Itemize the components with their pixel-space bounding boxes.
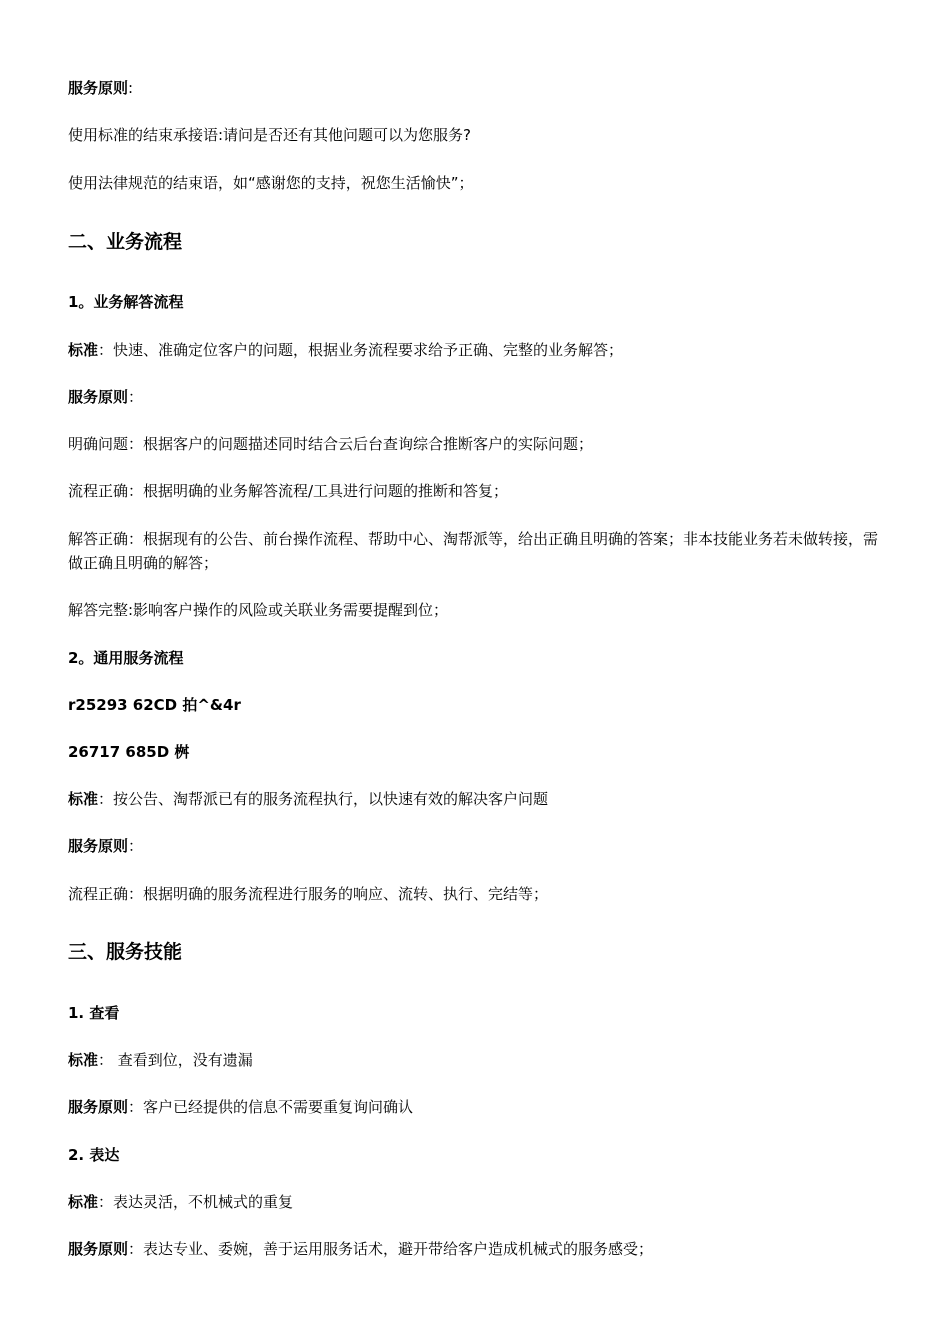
subheading-answer-flow: 1。业务解答流程: [68, 293, 184, 311]
service-principle-line: 服务原则：客户已经提供的信息不需要重复询问确认: [68, 1098, 414, 1116]
paragraph: 明确问题：根据客户的问题描述同时结合云后台查询综合推断客户的实际问题；: [68, 435, 594, 453]
standard-line: 标准： 查看到位，没有遗漏: [68, 1051, 253, 1069]
paragraph: 流程正确：根据明确的业务解答流程/工具进行问题的推断和答复；: [68, 482, 509, 500]
standard-line: 标准：表达灵活，不机械式的重复: [68, 1193, 294, 1211]
service-principle-line: 服务原则：: [68, 837, 144, 855]
section-heading-business: 二、业务流程: [68, 231, 183, 253]
service-principle-line: 服务原则:: [68, 79, 134, 97]
service-principle-line: 服务原则：: [68, 388, 144, 406]
subheading-view: 1. 查看: [68, 1004, 120, 1022]
subheading-express: 2. 表达: [68, 1146, 120, 1164]
paragraph: 使用标准的结束承接语:请问是否还有其他问题可以为您服务?: [68, 126, 472, 144]
subheading-general-flow: 2。通用服务流程: [68, 649, 184, 667]
paragraph: 使用法律规范的结束语，如“感谢您的支持，祝您生活愉快”；: [68, 174, 474, 192]
paragraph: 流程正确：根据明确的服务流程进行服务的响应、流转、执行、完结等；: [68, 885, 549, 903]
standard-line: 标准：快速、准确定位客户的问题，根据业务流程要求给予正确、完整的业务解答；: [68, 341, 624, 359]
code-line: r25293 62CD 拍^&4r: [68, 696, 241, 714]
section-heading-skills: 三、服务技能: [68, 941, 183, 963]
code-line: 26717 685D 桝: [68, 743, 190, 761]
label: 服务原则: [68, 79, 129, 97]
paragraph: 解答完整:影响客户操作的风险或关联业务需要提醒到位；: [68, 601, 449, 619]
paragraph: 解答正确：根据现有的公告、前台操作流程、帮助中心、淘帮派等，给出正确且明确的答案；非本技能业务若未做转接，需做正确且明确的解答；: [68, 530, 879, 572]
standard-line: 标准：按公告、淘帮派已有的服务流程执行，以快速有效的解决客户问题: [68, 790, 549, 808]
service-principle-line: 服务原则：表达专业、委婉，善于运用服务话术，避开带给客户造成机械式的服务感受；: [68, 1240, 654, 1258]
